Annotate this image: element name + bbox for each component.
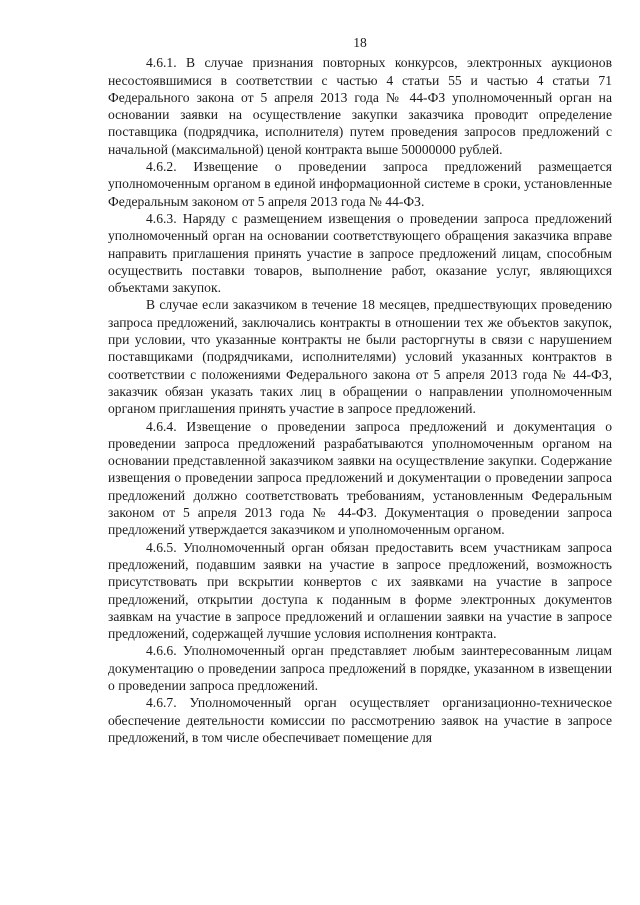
paragraph-4-6-6: 4.6.6. Уполномоченный орган представляет любым заинтересованным лицам документацию о проведении запроса предложений в порядке, указанном в извещении о проведении запроса предложений. [108,643,612,693]
page-number: 18 [353,35,367,50]
paragraph-4-6-3-continuation: В случае если заказчиком в течение 18 месяцев, предшествующих проведению запроса предложений, заключались контракты в отношении тех же объектов закупок, при условии, что указанные контракты не были расторгнуты в связи с нарушением поставщиками (подрядчиками, исполнителями) условий указанных контрактов в соответствии с положениями Федерального закона от 5 апреля 2013 года № 44-ФЗ, заказчик обязан указать таких лиц в обращении о направлении уполномоченным органом приглашения принять участие в запросе предложений. [108,297,612,417]
paragraph-4-6-5: 4.6.5. Уполномоченный орган обязан предоставить всем участникам запроса предложений, подавшим заявки на участие в запросе предложений, возможность присутствовать при вскрытии конвертов с их заявками на участие в запросе предложений, открытии доступа к поданным в форме электронных документов заявкам на участие в запросе предложений и оглашении заявки на участие в запросе предложений, содержащей лучшие условия исполнения контракта. [108,539,612,642]
document-page [108,34,612,746]
paragraph-4-6-3: 4.6.3. Наряду с размещением извещения о проведении запроса предложений уполномоченный орган на основании соответствующего обращения заказчика вправе направить приглашения принять участие в запросе предложений лицам, способным осуществить поставки товаров, выполнение работ, оказание услуг, являющихся объектами закупок. [108,210,612,296]
paragraph-4-6-2: 4.6.2. Извещение о проведении запроса предложений размещается уполномоченным органом в единой информационной системе в сроки, установленные Федеральным законом от 5 апреля 2013 года № 44-ФЗ. [108,159,612,209]
paragraph-4-6-4: 4.6.4. Извещение о проведении запроса предложений и документация о проведении запроса предложений разрабатываются уполномоченным органом на основании представленной заказчиком заявки на осуществление закупки. Содержание извещения о проведении запроса предложений и документации о проведении запроса предложений должно соответствовать требованиям, установленным Федеральным законом от 5 апреля 2013 года № 44-ФЗ. Документация о проведении запроса предложений утверждается заказчиком и уполномоченным органом. [108,418,612,538]
paragraph-4-6-1: 4.6.1. В случае признания повторных конкурсов, электронных аукционов несостоявшимися в соответствии с частью 4 статьи 55 и частью 4 статьи 71 Федерального закона от 5 апреля 2013 года № 44-ФЗ уполномоченный орган на основании заявки на осуществление закупки заказчика проводит определение поставщика (подрядчика, исполнителя) путем проведения запросов предложений с начальной (максимальной) ценой контракта выше 50000000 рублей. [108,55,612,157]
paragraph-4-6-7: 4.6.7. Уполномоченный орган осуществляет организационно-техническое обеспечение деятельности комиссии по рассмотрению заявок на участие в запросе предложений, в том числе обеспечивает помещение для [108,695,612,745]
